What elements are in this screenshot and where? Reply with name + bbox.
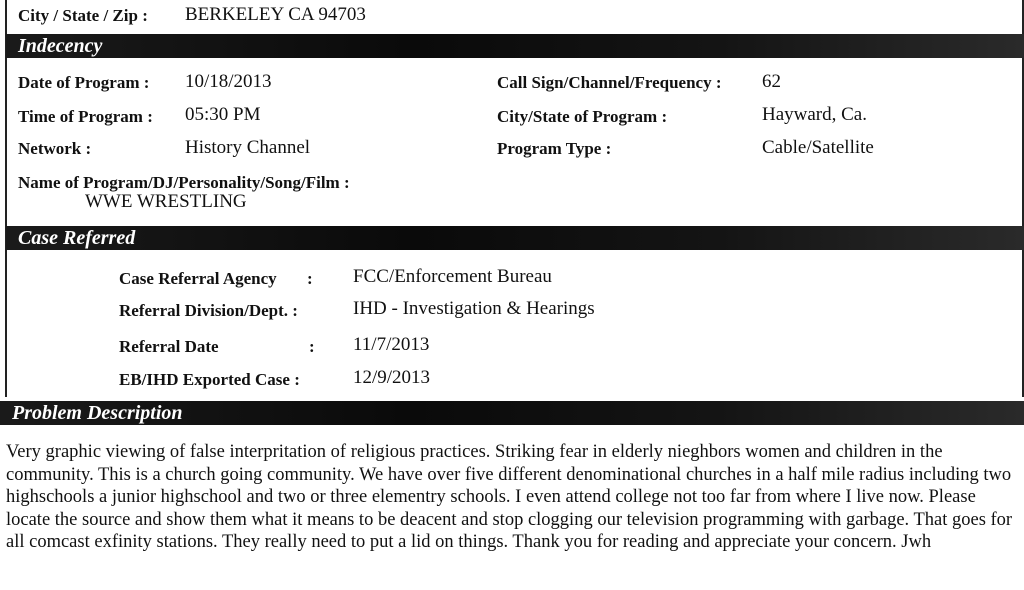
call-sign-label: Call Sign/Channel/Frequency :	[497, 73, 722, 92]
time-of-program-label: Time of Program :	[18, 107, 153, 126]
problem-description-section-title: Problem Description	[12, 402, 183, 424]
case-referral-agency-value: FCC/Enforcement Bureau	[353, 266, 552, 287]
program-type-value: Cable/Satellite	[762, 137, 874, 158]
indecency-section-title: Indecency	[18, 35, 103, 57]
city-state-zip-value: BERKELEY CA 94703	[185, 4, 366, 25]
referral-date-value: 11/7/2013	[353, 334, 430, 355]
network-value: History Channel	[185, 137, 311, 158]
case-referred-section-header	[6, 226, 1024, 250]
exported-case-label: EB/IHD Exported Case :	[119, 370, 300, 389]
problem-description-section-header	[0, 401, 1024, 425]
city-state-of-program-label: City/State of Program :	[497, 107, 668, 126]
city-state-zip-label: City / State / Zip :	[18, 6, 148, 25]
indecency-section-header	[6, 34, 1024, 58]
program-name-label: Name of Program/DJ/Personality/Song/Film :	[18, 173, 350, 192]
case-referral-agency-label: Case Referral Agency	[119, 269, 277, 288]
call-sign-value: 62	[762, 71, 781, 92]
program-type-label: Program Type :	[497, 139, 612, 158]
time-of-program-value: 05:30 PM	[185, 104, 261, 125]
case-referral-agency-colon: :	[307, 269, 313, 288]
referral-date-label: Referral Date	[119, 337, 219, 356]
referral-date-colon: :	[309, 337, 315, 356]
problem-description-text: Very graphic viewing of false interpritation of religious practices. Striking fear in elderly nieghbors women and children in the community. This is a church going community. We have over five different denominational churches in a half mile radius including two highschools a junior highschool and two or three elementry schools. I even attend college not too far from where I live now. Please locate the source and show them what it means to be deacent and stop clogging our television programming with garbage. That goes for all comcast exfinity stations. They really need to put a lid on things. Thank you for reading and appreciate your concern. Jwh	[6, 442, 1013, 552]
network-label: Network :	[18, 139, 92, 158]
program-name-value: WWE WRESTLING	[85, 191, 247, 212]
exported-case-value: 12/9/2013	[353, 367, 431, 388]
case-referred-section-title: Case Referred	[18, 227, 136, 249]
referral-division-value: IHD - Investigation & Hearings	[353, 298, 595, 319]
date-of-program-label: Date of Program :	[18, 73, 150, 92]
city-state-of-program-value: Hayward, Ca.	[762, 104, 867, 125]
form-border-left	[5, 0, 7, 397]
referral-division-label: Referral Division/Dept. :	[119, 301, 298, 320]
date-of-program-value: 10/18/2013	[185, 71, 272, 92]
